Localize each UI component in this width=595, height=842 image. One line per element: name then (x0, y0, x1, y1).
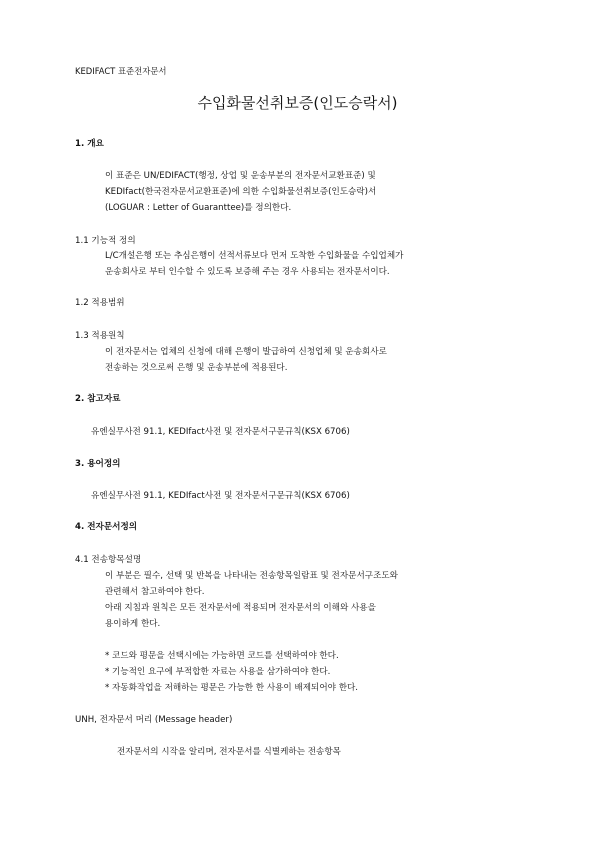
section-1-paragraph-line-1: 이 표준은 UN/EDIFACT(행정, 상업 및 운송부분의 전자문서교환표준) 및 (105, 171, 376, 181)
document-header: KEDIFACT 표준전자문서 (75, 66, 167, 76)
bullet-item-3: * 자동화작업을 저해하는 평문은 가능한 한 사용이 배제되어야 한다. (105, 683, 359, 693)
section-1-2-heading: 1.2 적용범위 (75, 298, 125, 308)
section-4-heading: 4. 전자문서정의 (75, 522, 138, 532)
section-2-text: 유엔실무사전 91.1, KEDIfact사전 및 전자문서구문규칙(KSX 6706) (91, 427, 350, 437)
section-3-text: 유엔실무사전 91.1, KEDIfact사전 및 전자문서구문규칙(KSX 6706) (91, 491, 350, 501)
section-1-1-line-1: L/C개설은행 또는 추심은행이 선적서류보다 먼저 도착한 수입화물을 수입업체가 (105, 251, 404, 261)
section-1-paragraph-line-3: (LOGUAR : Letter of Guaranttee)를 정의한다. (105, 203, 292, 213)
section-4-1-line-2: 관련해서 참고하여야 한다. (105, 587, 205, 597)
section-1-1-heading: 1.1 기능적 정의 (75, 236, 136, 246)
section-2-heading: 2. 참고자료 (75, 394, 121, 404)
bullet-item-2: * 기능적인 요구에 부적합한 자료는 사용을 삼가하여야 한다. (105, 667, 331, 677)
section-1-1-line-2: 운송회사로 부터 인수할 수 있도록 보증해 주는 경우 사용되는 전자문서이다. (105, 267, 390, 277)
document-title: 수입화물선취보증(인도승락서) (197, 94, 398, 112)
section-1-3-line-2: 전송하는 것으로써 은행 및 운송부분에 적용된다. (105, 363, 288, 373)
section-4-1-line-3: 아래 지침과 원칙은 모든 전자문서에 적용되며 전자문서의 이해와 사용을 (105, 603, 376, 613)
section-4-1-heading: 4.1 전송항목설명 (75, 555, 142, 565)
section-1-paragraph-line-2: KEDIfact(한국전자문서교환표준)에 의한 수입화물선취보증(인도승락)서 (105, 187, 377, 197)
section-3-heading: 3. 용어정의 (75, 459, 121, 469)
unh-heading: UNH, 전자문서 머리 (Message header) (75, 715, 233, 725)
bullet-item-1: * 코드와 평문을 선택시에는 가능하면 코드를 선택하여야 한다. (105, 651, 339, 661)
section-1-heading: 1. 개요 (75, 139, 104, 149)
section-1-3-heading: 1.3 적용원칙 (75, 331, 125, 341)
section-1-3-line-1: 이 전자문서는 업체의 신청에 대해 은행이 발급하여 신청업체 및 운송회사로 (105, 347, 387, 357)
unh-description: 전자문서의 시작을 알리며, 전자문서를 식별케하는 전송항목 (117, 747, 341, 757)
section-4-1-line-1: 이 부분은 필수, 선택 및 반복을 나타내는 전송항목일람표 및 전자문서구조도와 (105, 571, 398, 581)
section-4-1-line-4: 용이하게 한다. (105, 619, 161, 629)
